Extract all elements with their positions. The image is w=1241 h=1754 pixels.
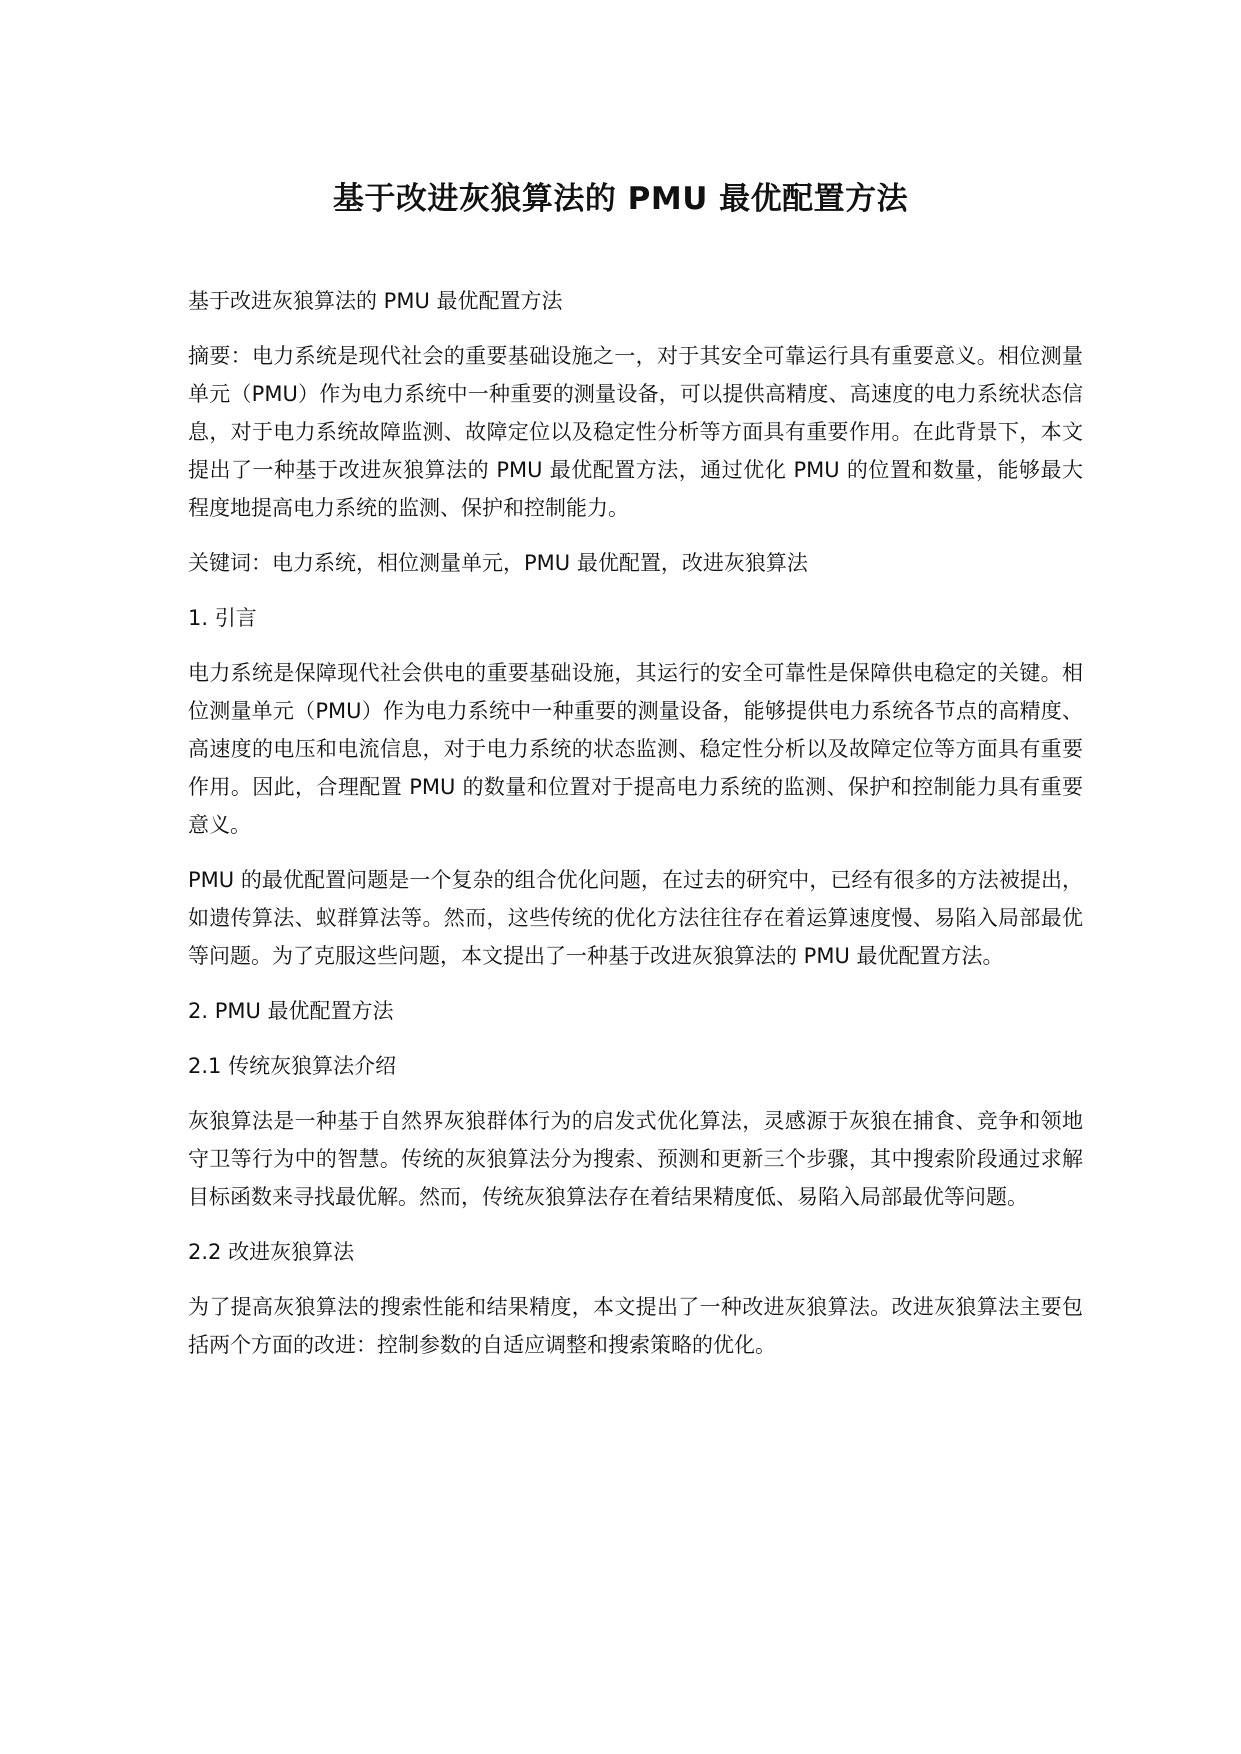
paragraph-gap [188, 1085, 1083, 1102]
subsection-heading-improved: 2.2 改进灰狼算法 [188, 1240, 355, 1264]
paragraph-gap [188, 1271, 1083, 1288]
paragraph-gap [188, 1030, 1083, 1047]
document-body [188, 282, 1083, 1364]
keywords-paragraph: 关键词：电力系统，相位测量单元，PMU 最优配置，改进灰狼算法 [188, 551, 808, 575]
intro-paragraph-1: 电力系统是保障现代社会供电的重要基础设施，其运行的安全可靠性是保障供电稳定的关键。相位测量单元（PMU）作为电力系统中一种重要的测量设备，能够提供电力系统各节点的高精度、高速度的电压和电流信息，对于电力系统的状态监测、稳定性分析以及故障定位等方面具有重要作用。因此，合理配置 PMU 的数量和位置对于提高电力系统的监测、保护和控制能力具有重要意义。 [188, 661, 1083, 837]
subtitle-paragraph: 基于改进灰狼算法的 PMU 最优配置方法 [188, 289, 563, 313]
paragraph-gap [188, 844, 1083, 861]
subsection-heading-traditional: 2.1 传统灰狼算法介绍 [188, 1054, 397, 1078]
paragraph-gap [188, 975, 1083, 992]
abstract-paragraph: 摘要：电力系统是现代社会的重要基础设施之一，对于其安全可靠运行具有重要意义。相位测量单元（PMU）作为电力系统中一种重要的测量设备，可以提供高精度、高速度的电力系统状态信息，对于电力系统故障监测、故障定位以及稳定性分析等方面具有重要作用。在此背景下，本文提出了一种基于改进灰狼算法的 PMU 最优配置方法，通过优化 PMU 的位置和数量，能够最大程度地提高电力系统的监测、保护和控制能力。 [188, 344, 1083, 520]
paragraph-gap [188, 527, 1083, 544]
section-heading-method: 2. PMU 最优配置方法 [188, 999, 394, 1023]
document-title: 基于改进灰狼算法的 PMU 最优配置方法 [332, 181, 909, 217]
paragraph-gap [188, 1216, 1083, 1233]
paragraph-gap [188, 320, 1083, 337]
section-heading-intro: 1. 引言 [188, 606, 257, 630]
traditional-paragraph: 灰狼算法是一种基于自然界灰狼群体行为的启发式优化算法，灵感源于灰狼在捕食、竞争和领地守卫等行为中的智慧。传统的灰狼算法分为搜索、预测和更新三个步骤，其中搜索阶段通过求解目标函数来寻找最优解。然而，传统灰狼算法存在着结果精度低、易陷入局部最优等问题。 [188, 1109, 1083, 1209]
intro-paragraph-2: PMU 的最优配置问题是一个复杂的组合优化问题，在过去的研究中，已经有很多的方法被提出，如遗传算法、蚁群算法等。然而，这些传统的优化方法往往存在着运算速度慢、易陷入局部最优等问题。为了克服这些问题，本文提出了一种基于改进灰狼算法的 PMU 最优配置方法。 [188, 868, 1083, 968]
improved-paragraph: 为了提高灰狼算法的搜索性能和结果精度，本文提出了一种改进灰狼算法。改进灰狼算法主要包括两个方面的改进：控制参数的自适应调整和搜索策略的优化。 [188, 1295, 1083, 1357]
paragraph-gap [188, 637, 1083, 654]
paragraph-gap [188, 582, 1083, 599]
